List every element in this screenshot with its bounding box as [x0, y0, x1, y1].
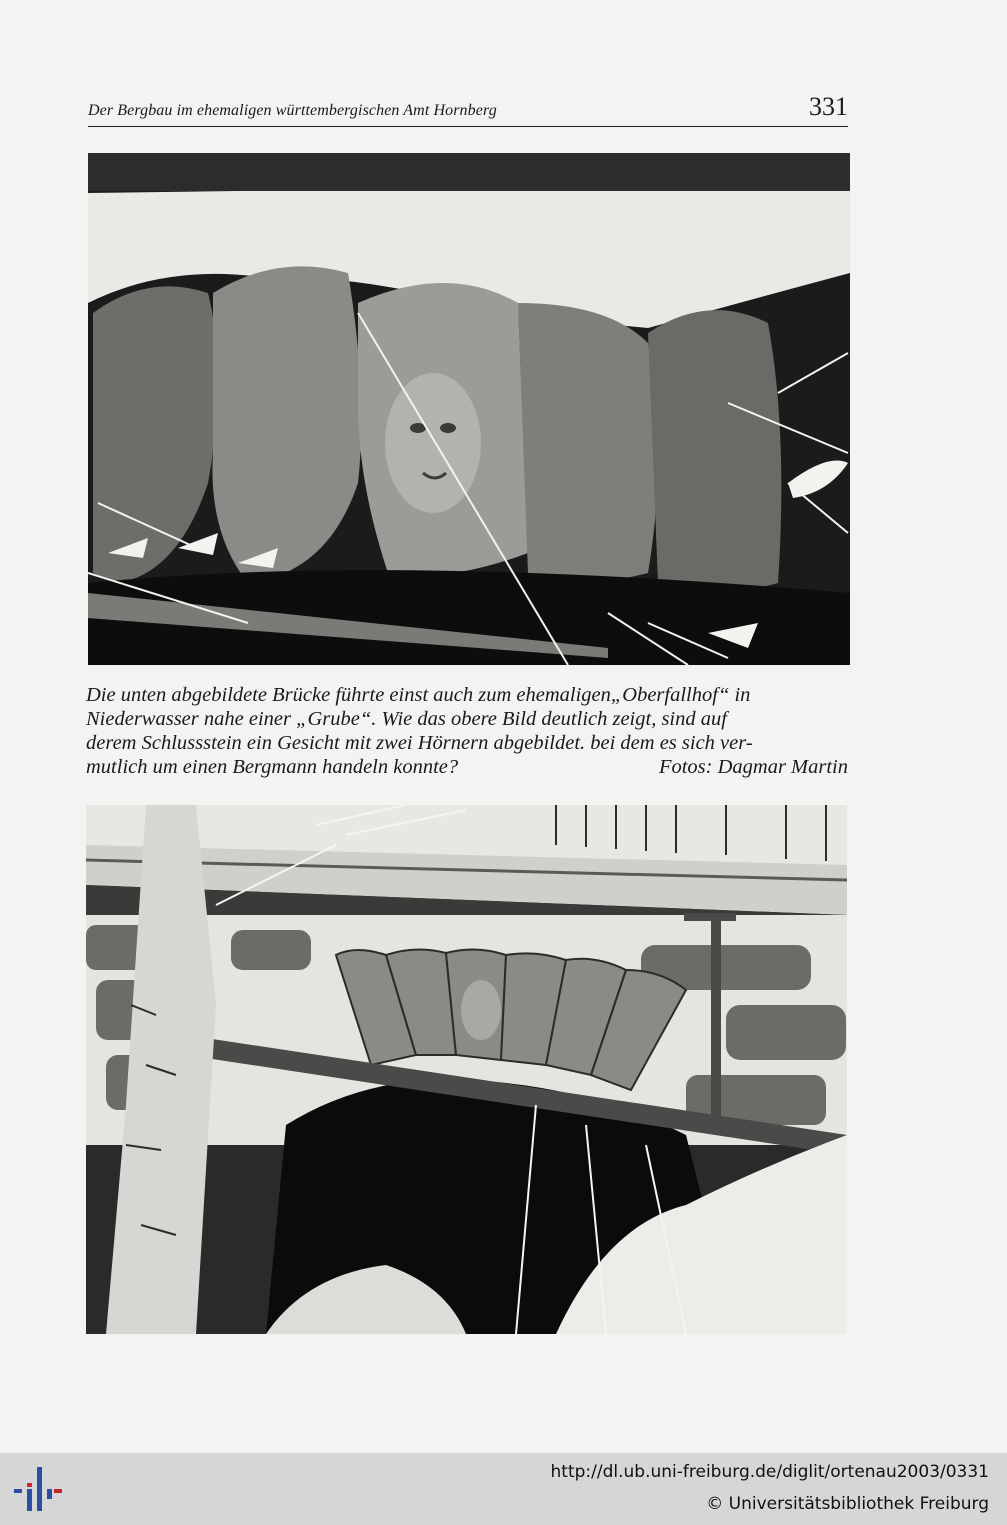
university-library-logo: [10, 1463, 66, 1519]
caption-line: derem Schlussstein ein Gesicht mit zwei Hörnern abgebildet. bei dem es sich ver-: [86, 732, 753, 754]
document-url[interactable]: http://dl.ub.uni-freiburg.de/diglit/ortenau2003/0331: [550, 1462, 989, 1482]
caption-line: Niederwasser nahe einer „Grube“. Wie das obere Bild deutlich zeigt, sind auf: [86, 708, 727, 730]
page-number: 331: [809, 92, 848, 121]
bridge-photo-drawing: [86, 805, 847, 1334]
keystone-photo-drawing: [88, 153, 850, 665]
photo-caption: [86, 683, 848, 779]
copyright-notice: © Universitätsbibliothek Freiburg: [706, 1494, 989, 1514]
caption-line: Die unten abgebildete Brücke führte einst auch zum ehemaligen„Oberfallhof“ in: [86, 684, 751, 706]
digital-library-footer: [0, 1453, 1007, 1525]
running-title: Der Bergbau im ehemaligen württembergischen Amt Hornberg: [88, 102, 497, 119]
photo-credit: Fotos: Dagmar Martin: [658, 756, 848, 778]
bridge-photo: [86, 805, 847, 1334]
keystone-photo: [88, 153, 850, 665]
running-header: [88, 92, 848, 127]
caption-last-line: [86, 755, 848, 779]
caption-line: mutlich um einen Bergmann handeln konnte?: [86, 756, 459, 778]
